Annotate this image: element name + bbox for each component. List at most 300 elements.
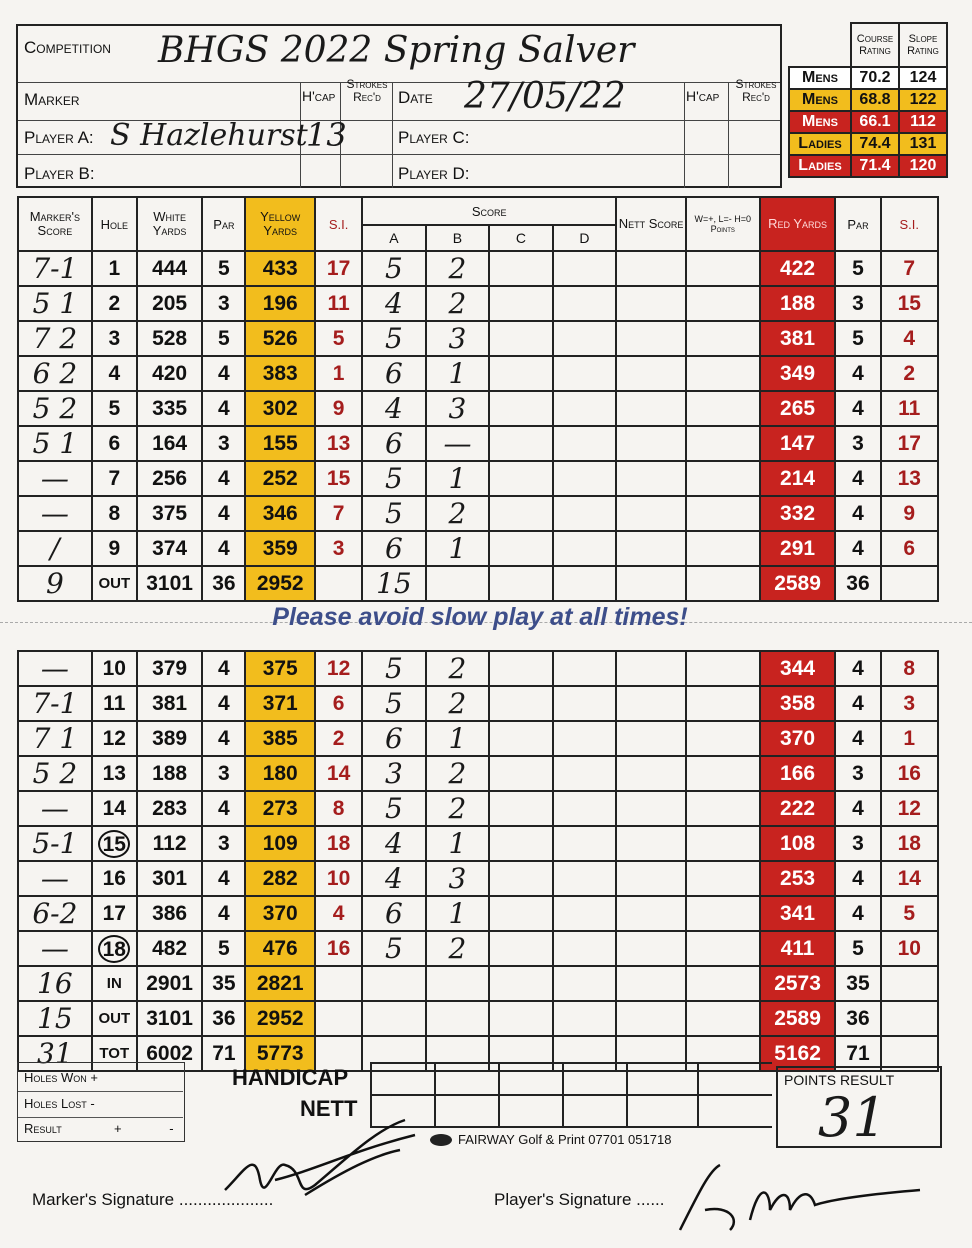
white-yards: 420 — [137, 356, 203, 391]
rating-row — [789, 67, 947, 89]
score-d — [553, 686, 617, 721]
yellow-yards: 273 — [245, 791, 315, 826]
points-result-box — [776, 1066, 942, 1148]
score-a-total: 15 — [362, 566, 426, 601]
red-yards: 253 — [760, 861, 836, 896]
hole-number-text: 9 — [108, 536, 121, 560]
points — [686, 391, 760, 426]
marker-score: 7 2 — [18, 321, 92, 356]
hole-number-text: 3 — [108, 326, 121, 350]
points — [686, 896, 760, 931]
col-si-2: S.I. — [881, 197, 938, 251]
course-rating: 66.1 — [851, 111, 899, 133]
yellow-yards: 109 — [245, 826, 315, 861]
date-value: 27/05/22 — [464, 76, 626, 117]
score-b: 2 — [426, 686, 490, 721]
white-yards: 283 — [137, 791, 203, 826]
yellow-yards: 155 — [245, 426, 315, 461]
score-c — [489, 531, 553, 566]
red-yards: 411 — [760, 931, 836, 966]
hole-row — [18, 931, 938, 966]
red-yards: 381 — [760, 321, 836, 356]
stroke-index-2: 17 — [881, 426, 938, 461]
par-2: 5 — [835, 931, 880, 966]
nett-score — [616, 356, 686, 391]
slope-rating-header: Slope Rating — [899, 23, 947, 67]
par-2: 4 — [835, 531, 880, 566]
printer-credit — [430, 1132, 671, 1147]
points-total — [686, 1001, 760, 1036]
nett-score — [616, 896, 686, 931]
par: 3 — [202, 826, 245, 861]
yellow-yards: 346 — [245, 496, 315, 531]
score-a: 6 — [362, 356, 426, 391]
par-2: 4 — [835, 391, 880, 426]
yellow-yards: 433 — [245, 251, 315, 286]
white-yards: 386 — [137, 896, 203, 931]
score-b: 2 — [426, 931, 490, 966]
white-yards: 301 — [137, 861, 203, 896]
slogan: Please avoid slow play at all times! — [272, 603, 688, 631]
marker-score: 7 1 — [18, 721, 92, 756]
score-c-total — [489, 566, 553, 601]
si-2-blank — [881, 566, 938, 601]
si-blank — [315, 966, 362, 1001]
red-yards: 332 — [760, 496, 836, 531]
marker-signature-label: Marker's Signature .................... — [32, 1190, 274, 1209]
hole-row — [18, 496, 938, 531]
hole-number — [92, 896, 137, 931]
strokes-label: Strokes Rec'd — [346, 77, 388, 104]
nett-total — [616, 566, 686, 601]
stroke-index: 9 — [315, 391, 362, 426]
score-b: 2 — [426, 496, 490, 531]
score-d-total — [553, 566, 617, 601]
score-a: 6 — [362, 531, 426, 566]
rating-label: Mens — [789, 111, 851, 133]
back-nine-table — [17, 650, 939, 1072]
par-2-total: 36 — [835, 566, 880, 601]
score-a: 5 — [362, 461, 426, 496]
score-c — [489, 321, 553, 356]
yellow-yards: 370 — [245, 896, 315, 931]
par-2: 5 — [835, 251, 880, 286]
stroke-index: 12 — [315, 651, 362, 686]
player-signature — [660, 1150, 940, 1240]
par: 4 — [202, 461, 245, 496]
yellow-yards: 385 — [245, 721, 315, 756]
hole-row — [18, 756, 938, 791]
score-b-total — [426, 966, 490, 1001]
white-yards: 205 — [137, 286, 203, 321]
stroke-index-2: 4 — [881, 321, 938, 356]
hole-row — [18, 461, 938, 496]
slope-rating: 122 — [899, 89, 947, 111]
points — [686, 861, 760, 896]
col-player-a: A — [362, 225, 426, 251]
marker-score: 7-1 — [18, 251, 92, 286]
hcap-label: H'cap — [302, 88, 336, 104]
col-par: Par — [202, 197, 245, 251]
points — [686, 461, 760, 496]
stroke-index: 1 — [315, 356, 362, 391]
col-player-c: C — [489, 225, 553, 251]
rating-label: Mens — [789, 67, 851, 89]
hole-number-text: 7 — [108, 466, 121, 490]
score-table — [17, 196, 939, 602]
yellow-yards: 375 — [245, 651, 315, 686]
total-label: OUT — [92, 1001, 137, 1036]
par: 4 — [202, 721, 245, 756]
stroke-index: 13 — [315, 426, 362, 461]
col-hole: Hole — [92, 197, 137, 251]
holes-lost-label: Holes Lost - — [24, 1096, 95, 1111]
par-2-total: 71 — [835, 1036, 880, 1071]
player-d-label: Player D: — [398, 164, 470, 183]
total-row — [18, 966, 938, 1001]
par: 4 — [202, 356, 245, 391]
hole-number — [92, 391, 137, 426]
slope-rating: 112 — [899, 111, 947, 133]
par: 4 — [202, 686, 245, 721]
stroke-index-2: 1 — [881, 721, 938, 756]
stroke-index: 17 — [315, 251, 362, 286]
par-2: 4 — [835, 496, 880, 531]
score-a: 4 — [362, 391, 426, 426]
hole-number-text: 6 — [108, 431, 121, 455]
hole-number — [92, 321, 137, 356]
handicap-nett-boxes — [370, 1062, 772, 1128]
hole-number — [92, 931, 137, 966]
stroke-index: 7 — [315, 496, 362, 531]
score-d — [553, 251, 617, 286]
col-white-yards: White Yards — [137, 197, 203, 251]
marker-score: 7-1 — [18, 686, 92, 721]
score-d — [553, 356, 617, 391]
par-2: 4 — [835, 791, 880, 826]
score-c-total — [489, 966, 553, 1001]
white-yards: 528 — [137, 321, 203, 356]
score-a: 5 — [362, 651, 426, 686]
score-c — [489, 461, 553, 496]
marker-score: 5-1 — [18, 826, 92, 861]
par-2-total: 35 — [835, 966, 880, 1001]
score-c — [489, 931, 553, 966]
par-2: 4 — [835, 896, 880, 931]
hole-number-text: 13 — [102, 761, 126, 785]
par-2: 3 — [835, 426, 880, 461]
nett-total — [616, 966, 686, 1001]
nett-score — [616, 391, 686, 426]
hole-number-text: 2 — [108, 291, 121, 315]
score-c — [489, 651, 553, 686]
score-b: 3 — [426, 861, 490, 896]
par: 4 — [202, 791, 245, 826]
par: 4 — [202, 496, 245, 531]
score-b: 1 — [426, 721, 490, 756]
red-yards: 349 — [760, 356, 836, 391]
stroke-index: 2 — [315, 721, 362, 756]
white-yards: 256 — [137, 461, 203, 496]
par: 5 — [202, 321, 245, 356]
par: 4 — [202, 861, 245, 896]
nett-score — [616, 931, 686, 966]
score-b: 2 — [426, 251, 490, 286]
hole-row — [18, 426, 938, 461]
slope-rating: 131 — [899, 133, 947, 155]
score-a: 5 — [362, 496, 426, 531]
score-b: 1 — [426, 531, 490, 566]
stroke-index-2: 7 — [881, 251, 938, 286]
holes-won-label: Holes Won + — [24, 1070, 98, 1085]
score-d-total — [553, 1001, 617, 1036]
stroke-index-2: 11 — [881, 391, 938, 426]
match-result-box — [17, 1062, 185, 1142]
par-2: 3 — [835, 756, 880, 791]
par: 5 — [202, 251, 245, 286]
competition-label: Competition — [24, 38, 111, 57]
hole-number — [92, 721, 137, 756]
col-si: S.I. — [315, 197, 362, 251]
par-2: 3 — [835, 826, 880, 861]
hole-number — [92, 531, 137, 566]
marker-score: — — [18, 931, 92, 966]
hole-number-text: 17 — [102, 901, 126, 925]
par-total: 36 — [202, 1001, 245, 1036]
red-yards: 341 — [760, 896, 836, 931]
score-b-total — [426, 566, 490, 601]
yellow-total: 2952 — [245, 1001, 315, 1036]
score-c-total — [489, 1001, 553, 1036]
total-row — [18, 1001, 938, 1036]
score-d — [553, 896, 617, 931]
score-b: 2 — [426, 286, 490, 321]
stroke-index-2: 15 — [881, 286, 938, 321]
score-c — [489, 496, 553, 531]
score-b: 1 — [426, 826, 490, 861]
marker-signature — [215, 1110, 425, 1210]
col-marker-score: Marker's Score — [18, 197, 92, 251]
red-total: 2589 — [760, 566, 836, 601]
red-total: 2573 — [760, 966, 836, 1001]
stroke-index: 18 — [315, 826, 362, 861]
stroke-index-2: 16 — [881, 756, 938, 791]
hole-row — [18, 791, 938, 826]
score-c — [489, 896, 553, 931]
slope-rating: 120 — [899, 155, 947, 177]
score-a-total — [362, 1001, 426, 1036]
score-a: 5 — [362, 686, 426, 721]
par-2-total: 36 — [835, 1001, 880, 1036]
red-total: 5162 — [760, 1036, 836, 1071]
yellow-total: 2821 — [245, 966, 315, 1001]
stroke-index: 6 — [315, 686, 362, 721]
score-b: 1 — [426, 896, 490, 931]
player-a-name: S Hazlehurst — [110, 118, 308, 153]
stroke-index: 8 — [315, 791, 362, 826]
hole-number-text: 18 — [98, 935, 130, 963]
si-2-blank — [881, 966, 938, 1001]
score-a: 4 — [362, 861, 426, 896]
player-c-label: Player C: — [398, 128, 470, 147]
hole-number — [92, 426, 137, 461]
total-row — [18, 566, 938, 601]
marker-score: 5 2 — [18, 756, 92, 791]
hole-row — [18, 321, 938, 356]
nett-score — [616, 531, 686, 566]
rating-row — [789, 111, 947, 133]
hole-number-text: 10 — [102, 656, 126, 680]
score-b: — — [426, 426, 490, 461]
stroke-index-2: 14 — [881, 861, 938, 896]
nett-score — [616, 426, 686, 461]
total-label: IN — [92, 966, 137, 1001]
par-2: 4 — [835, 356, 880, 391]
points — [686, 721, 760, 756]
red-total: 2589 — [760, 1001, 836, 1036]
col-yellow-yards: Yellow Yards — [245, 197, 315, 251]
score-d — [553, 286, 617, 321]
nett-score — [616, 321, 686, 356]
score-b: 1 — [426, 461, 490, 496]
score-b: 1 — [426, 356, 490, 391]
score-a: 6 — [362, 721, 426, 756]
score-c — [489, 356, 553, 391]
hole-number-text: 11 — [103, 691, 126, 715]
score-a: 4 — [362, 286, 426, 321]
score-d — [553, 756, 617, 791]
points — [686, 651, 760, 686]
score-c — [489, 756, 553, 791]
marker-score: — — [18, 496, 92, 531]
white-total: 6002 — [137, 1036, 203, 1071]
player-b-label: Player B: — [24, 164, 95, 183]
hole-row — [18, 896, 938, 931]
marker-score: — — [18, 461, 92, 496]
marker-label: Marker — [24, 90, 80, 109]
total-label: OUT — [92, 566, 137, 601]
points — [686, 496, 760, 531]
yellow-yards: 180 — [245, 756, 315, 791]
score-a: 4 — [362, 826, 426, 861]
si-blank — [315, 1001, 362, 1036]
score-d — [553, 931, 617, 966]
hole-number-text: 15 — [98, 830, 130, 858]
hole-row — [18, 531, 938, 566]
score-a: 5 — [362, 791, 426, 826]
hole-number-text: 4 — [108, 361, 121, 385]
red-yards: 222 — [760, 791, 836, 826]
stroke-index-2: 12 — [881, 791, 938, 826]
nett-score — [616, 651, 686, 686]
score-d — [553, 531, 617, 566]
stroke-index: 10 — [315, 861, 362, 896]
date-label: Date — [398, 88, 433, 107]
par: 4 — [202, 531, 245, 566]
stroke-index-2: 10 — [881, 931, 938, 966]
red-yards: 370 — [760, 721, 836, 756]
red-yards: 188 — [760, 286, 836, 321]
golf-ball-icon — [430, 1134, 452, 1146]
red-yards: 108 — [760, 826, 836, 861]
par-2: 4 — [835, 461, 880, 496]
score-c — [489, 686, 553, 721]
score-c — [489, 391, 553, 426]
hole-number — [92, 251, 137, 286]
nett-label: NETT — [300, 1096, 358, 1121]
hole-number — [92, 826, 137, 861]
score-a: 3 — [362, 756, 426, 791]
white-yards: 375 — [137, 496, 203, 531]
player-signature-label: Player's Signature ...... — [494, 1190, 665, 1209]
points — [686, 826, 760, 861]
stroke-index: 11 — [315, 286, 362, 321]
result-signs: + - — [114, 1121, 174, 1136]
hole-row — [18, 826, 938, 861]
hole-row — [18, 391, 938, 426]
slope-rating: 124 — [899, 67, 947, 89]
par-2: 5 — [835, 321, 880, 356]
hole-number-text: 5 — [108, 396, 121, 420]
points-result-value: 31 — [818, 1086, 887, 1149]
nett-score — [616, 286, 686, 321]
score-a: 5 — [362, 321, 426, 356]
hole-row — [18, 251, 938, 286]
rating-label: Ladies — [789, 155, 851, 177]
white-yards: 381 — [137, 686, 203, 721]
score-d — [553, 496, 617, 531]
hole-number — [92, 496, 137, 531]
rating-label: Mens — [789, 89, 851, 111]
yellow-yards: 526 — [245, 321, 315, 356]
score-b: 2 — [426, 756, 490, 791]
stroke-index: 14 — [315, 756, 362, 791]
hole-row — [18, 861, 938, 896]
hole-number — [92, 791, 137, 826]
course-rating: 68.8 — [851, 89, 899, 111]
stroke-index-2: 13 — [881, 461, 938, 496]
hole-row — [18, 651, 938, 686]
course-rating: 71.4 — [851, 155, 899, 177]
player-a-label: Player A: — [24, 128, 94, 147]
marker-score: / — [18, 531, 92, 566]
col-points: W=+, L=- H=0 Points — [686, 197, 760, 251]
points — [686, 251, 760, 286]
marker-score: 6 2 — [18, 356, 92, 391]
score-d — [553, 321, 617, 356]
si-2-blank — [881, 1001, 938, 1036]
hole-row — [18, 356, 938, 391]
score-c — [489, 826, 553, 861]
yellow-yards: 476 — [245, 931, 315, 966]
points — [686, 286, 760, 321]
score-a-total — [362, 966, 426, 1001]
yellow-total: 2952 — [245, 566, 315, 601]
white-yards: 379 — [137, 651, 203, 686]
marker-score: 5 1 — [18, 426, 92, 461]
red-yards: 214 — [760, 461, 836, 496]
hole-row — [18, 286, 938, 321]
marker-score: 6-2 — [18, 896, 92, 931]
par: 3 — [202, 286, 245, 321]
nett-total — [616, 1001, 686, 1036]
score-b: 3 — [426, 321, 490, 356]
nett-score — [616, 686, 686, 721]
score-c — [489, 286, 553, 321]
par-total: 35 — [202, 966, 245, 1001]
handicap-label: HANDICAP — [232, 1065, 349, 1090]
points — [686, 531, 760, 566]
